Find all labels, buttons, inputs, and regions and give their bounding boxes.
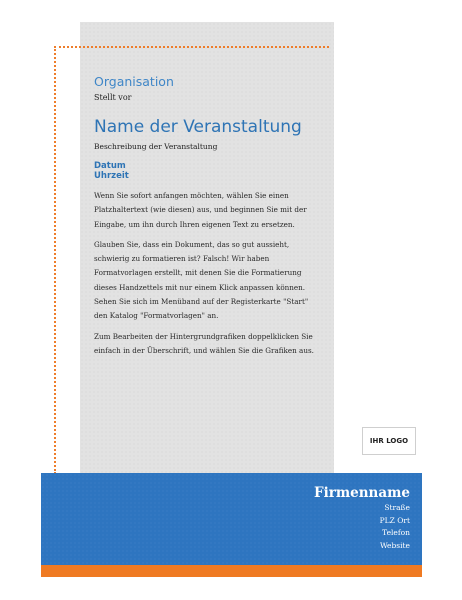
body-paragraph[interactable]: Wenn Sie sofort anfangen möchten, wählen Sie einen Platzhaltertext (wie diesen) aus, und beginnen Sie mit der Eingabe, um ihn durch Ihren eigenen Text zu ersetzen. xyxy=(94,191,307,229)
event-description[interactable]: Beschreibung der Veranstaltung xyxy=(94,142,218,151)
body-paragraph[interactable]: Zum Bearbeiten der Hintergrundgrafiken doppelklicken Sie einfach in der Überschrift, und wählen Sie die Grafiken aus. xyxy=(94,331,314,355)
event-date[interactable]: Datum xyxy=(94,161,126,171)
presents-label[interactable]: Stellt vor xyxy=(94,93,132,102)
event-time[interactable]: Uhrzeit xyxy=(94,171,129,181)
organization-name[interactable]: Organisation xyxy=(94,74,174,89)
event-title[interactable]: Name der Veranstaltung xyxy=(94,117,302,137)
company-website[interactable]: Website xyxy=(379,540,410,550)
company-street[interactable]: Straße xyxy=(384,503,410,512)
company-city[interactable]: PLZ Ort xyxy=(379,515,410,525)
company-phone[interactable]: Telefon xyxy=(382,528,410,537)
company-block xyxy=(314,485,410,552)
logo-label: IHR LOGO xyxy=(369,437,409,445)
company-name[interactable]: Firmenname xyxy=(314,485,410,501)
flyer-content xyxy=(94,74,316,358)
footer-accent-stripe xyxy=(41,565,422,577)
logo-placeholder[interactable] xyxy=(362,427,416,455)
body-paragraph[interactable]: Glauben Sie, dass ein Dokument, das so gut aussieht, schwierig zu formatieren ist? Falsch! Wir haben Formatvorlagen erstellt, mit denen Sie die Formatierung dieses Handzettels mit nur einem Klick anpassen können. Sehen Sie sich im Menüband auf der Registerkarte "Start" den Katalog "Formatvorlagen" an. xyxy=(94,239,309,321)
